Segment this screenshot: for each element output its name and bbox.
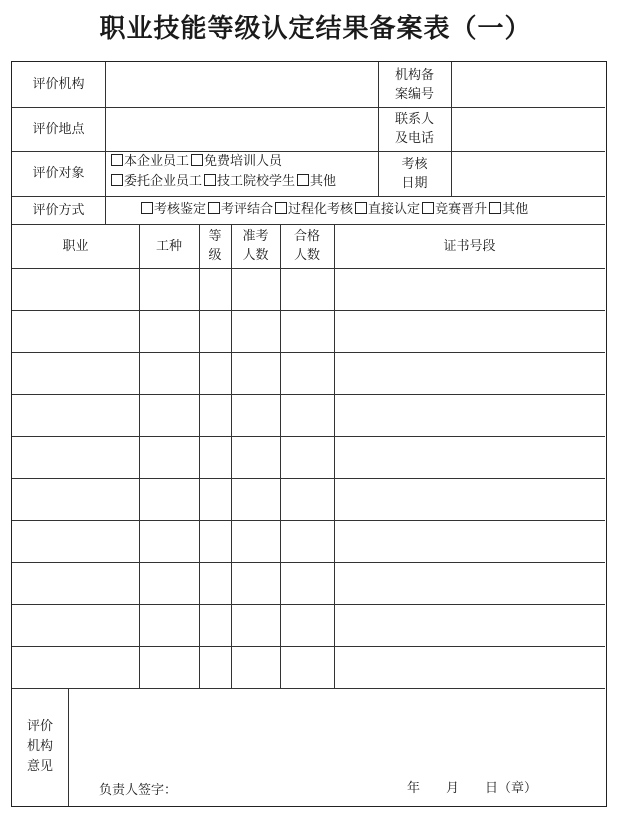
table-cell[interactable] xyxy=(280,268,334,310)
table-cell[interactable] xyxy=(199,352,231,394)
table-cell[interactable] xyxy=(139,478,199,520)
table-cell[interactable] xyxy=(199,310,231,352)
table-cell[interactable] xyxy=(334,520,605,562)
table-cell[interactable] xyxy=(199,604,231,646)
table-cell[interactable] xyxy=(280,520,334,562)
exam-date-label: 考核 日期 xyxy=(401,156,428,191)
signer-label: 负责人签字： xyxy=(99,783,178,798)
table-cell[interactable] xyxy=(12,436,139,478)
table-cell[interactable] xyxy=(231,394,280,436)
table-cell[interactable] xyxy=(139,436,199,478)
header-cert-range: 证书号段 xyxy=(443,238,496,254)
target-b-option-label-1: 技工院校学生 xyxy=(217,174,296,189)
method-checkbox-0[interactable] xyxy=(141,202,153,214)
form-title: 职业技能等级认定结果备案表（一） xyxy=(99,14,532,44)
method-checkbox-5[interactable] xyxy=(489,202,501,214)
target-b-option-label-2: 其他 xyxy=(310,174,337,189)
table-cell[interactable] xyxy=(231,352,280,394)
table-cell[interactable] xyxy=(280,478,334,520)
table-cell[interactable] xyxy=(334,310,605,352)
target-options-line2 xyxy=(109,172,336,192)
date-stamp-label: 年 月 日（章） xyxy=(407,781,538,796)
table-cell[interactable] xyxy=(199,394,231,436)
table-cell[interactable] xyxy=(12,604,139,646)
org-code-field[interactable] xyxy=(451,62,605,107)
target-a-option-label-1: 免费培训人员 xyxy=(204,154,283,169)
table-cell[interactable] xyxy=(280,604,334,646)
header-occupation: 职业 xyxy=(62,238,89,254)
target-b-checkbox-0[interactable] xyxy=(111,174,123,186)
record-form xyxy=(11,61,607,807)
method-checkbox-1[interactable] xyxy=(208,202,220,214)
table-cell[interactable] xyxy=(12,310,139,352)
method-option-label-2: 过程化考核 xyxy=(288,202,354,217)
target-a-option-label-0: 本企业员工 xyxy=(124,154,190,169)
table-cell[interactable] xyxy=(231,604,280,646)
header-level: 等 级 xyxy=(208,229,222,263)
table-cell[interactable] xyxy=(334,562,605,604)
table-cell[interactable] xyxy=(199,478,231,520)
opinion-label: 评价 机构 意见 xyxy=(26,719,53,774)
org-label: 评价机构 xyxy=(32,77,85,92)
table-cell[interactable] xyxy=(12,520,139,562)
table-cell[interactable] xyxy=(231,268,280,310)
table-cell[interactable] xyxy=(334,478,605,520)
header-candidates: 准考 人数 xyxy=(242,229,269,263)
target-options-line1 xyxy=(109,152,282,172)
table-cell[interactable] xyxy=(12,478,139,520)
table-cell[interactable] xyxy=(231,436,280,478)
contact-field[interactable] xyxy=(451,107,605,151)
table-cell[interactable] xyxy=(12,352,139,394)
table-cell[interactable] xyxy=(231,520,280,562)
table-cell[interactable] xyxy=(231,646,280,688)
table-cell[interactable] xyxy=(334,268,605,310)
table-cell[interactable] xyxy=(231,310,280,352)
header-passed: 合格 人数 xyxy=(293,229,320,263)
method-option-label-3: 直接认定 xyxy=(368,202,421,217)
table-cell[interactable] xyxy=(334,394,605,436)
table-cell[interactable] xyxy=(199,268,231,310)
table-cell[interactable] xyxy=(334,604,605,646)
org-field[interactable] xyxy=(105,62,378,107)
site-field[interactable] xyxy=(105,107,378,151)
method-checkbox-3[interactable] xyxy=(355,202,367,214)
method-option-label-5: 其他 xyxy=(502,202,529,217)
table-cell[interactable] xyxy=(139,394,199,436)
table-cell[interactable] xyxy=(231,562,280,604)
table-cell[interactable] xyxy=(139,604,199,646)
table-cell[interactable] xyxy=(231,478,280,520)
target-b-option-label-0: 委托企业员工 xyxy=(124,174,203,189)
table-cell[interactable] xyxy=(139,310,199,352)
method-checkbox-2[interactable] xyxy=(275,202,287,214)
table-cell[interactable] xyxy=(280,394,334,436)
table-cell[interactable] xyxy=(334,436,605,478)
method-options xyxy=(139,200,528,220)
table-cell[interactable] xyxy=(199,646,231,688)
table-cell[interactable] xyxy=(280,646,334,688)
table-cell[interactable] xyxy=(199,562,231,604)
table-cell[interactable] xyxy=(139,520,199,562)
table-cell[interactable] xyxy=(12,394,139,436)
table-cell[interactable] xyxy=(139,352,199,394)
table-cell[interactable] xyxy=(280,436,334,478)
table-cell[interactable] xyxy=(12,562,139,604)
target-a-checkbox-1[interactable] xyxy=(191,154,203,166)
method-label: 评价方式 xyxy=(32,202,85,218)
table-cell[interactable] xyxy=(139,646,199,688)
target-b-checkbox-1[interactable] xyxy=(204,174,216,186)
table-cell[interactable] xyxy=(12,268,139,310)
method-checkbox-4[interactable] xyxy=(422,202,434,214)
table-cell[interactable] xyxy=(199,436,231,478)
table-cell[interactable] xyxy=(139,268,199,310)
table-cell[interactable] xyxy=(12,646,139,688)
exam-date-field[interactable] xyxy=(451,151,605,196)
table-cell[interactable] xyxy=(139,562,199,604)
target-label: 评价对象 xyxy=(32,166,85,181)
table-cell[interactable] xyxy=(334,352,605,394)
table-cell[interactable] xyxy=(199,520,231,562)
method-option-label-4: 竞赛晋升 xyxy=(435,202,488,217)
header-job-type: 工种 xyxy=(155,238,182,254)
table-cell[interactable] xyxy=(334,646,605,688)
target-b-checkbox-2[interactable] xyxy=(297,174,309,186)
table-cell[interactable] xyxy=(280,562,334,604)
table-cell[interactable] xyxy=(280,352,334,394)
site-label: 评价地点 xyxy=(32,121,85,137)
method-option-label-0: 考核鉴定 xyxy=(154,202,207,217)
table-cell[interactable] xyxy=(280,310,334,352)
method-option-label-1: 考评结合 xyxy=(221,202,274,217)
target-a-checkbox-0[interactable] xyxy=(111,154,123,166)
org-code-label: 机构备 案编号 xyxy=(394,67,434,102)
contact-label: 联系人 及电话 xyxy=(394,112,434,146)
